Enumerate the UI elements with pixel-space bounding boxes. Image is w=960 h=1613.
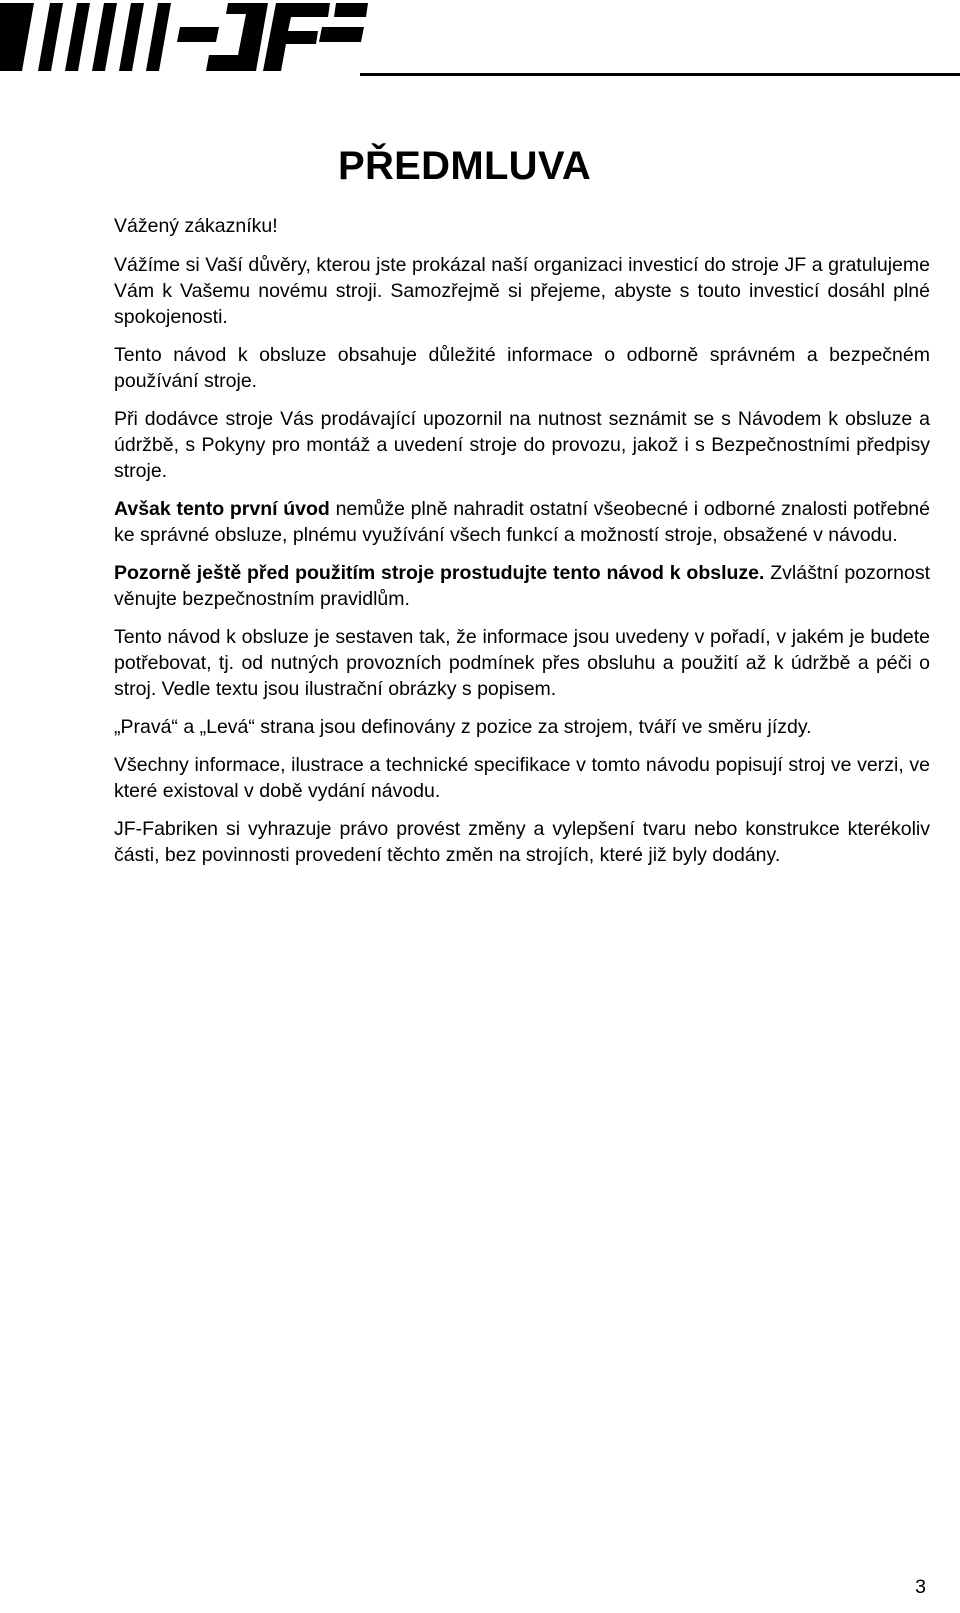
paragraph-5-emphasis: Pozorně ještě před použitím stroje prostudujte tento návod k obsluze.	[114, 562, 765, 584]
paragraph-1: Vážíme si Vaší důvěry, kterou jste prokázal naší organizaci investicí do stroje JF a gratulujeme Vám k Vašemu novému stroji. Samozřejmě si přejeme, abyste s touto investicí dosáhl plné spokojenosti.	[114, 254, 930, 328]
paragraph-9: JF-Fabriken si vyhrazuje právo provést změny a vylepšení tvaru nebo konstrukce kterékoliv části, bez povinnosti provedení těchto změn na strojích, které již byly dodány.	[114, 818, 930, 866]
header-rule	[360, 73, 960, 76]
page-number: 3	[915, 1576, 926, 1598]
greeting: Vážený zákazníku!	[114, 215, 278, 237]
paragraph-3: Při dodávce stroje Vás prodávající upozornil na nutnost seznámit se s Návodem k obsluze a údržbě, s Pokyny pro montáž a uvedení stroje do provozu, jakož i s Bezpečnostními předpisy stroje.	[114, 408, 930, 482]
paragraph-4-emphasis: Avšak tento první úvod	[114, 498, 330, 520]
page-header	[0, 0, 960, 82]
paragraph-2: Tento návod k obsluze obsahuje důležité informace o odborně správném a bezpečném používání stroje.	[114, 344, 930, 392]
paragraph-8: Všechny informace, ilustrace a technické specifikace v tomto návodu popisují stroj ve verzi, ve které existoval v době vydání návodu.	[114, 754, 930, 802]
paragraph-4-text: nemůže plně nahradit ostatní všeobecné i odborné znalosti potřebné ke správné obsluze, plnému využívání všech funkcí a možností stroje, obsažené v návodu.	[114, 498, 930, 546]
paragraph-5	[114, 560, 930, 612]
jf-logo	[0, 0, 370, 74]
paragraph-4	[114, 496, 930, 548]
preface-body	[114, 252, 930, 880]
page-title: PŘEDMLUVA	[338, 144, 592, 188]
paragraph-5-text: Zvláštní pozornost věnujte bezpečnostním pravidlům.	[114, 562, 930, 610]
paragraph-7: „Pravá“ a „Levá“ strana jsou definovány z pozice za strojem, tváří ve směru jízdy.	[114, 716, 812, 738]
paragraph-6: Tento návod k obsluze je sestaven tak, že informace jsou uvedeny v pořadí, v jakém je budete potřebovat, tj. od nutných provozních podmínek přes obsluhu a použití až k údržbě a péči o stroj. Vedle textu jsou ilustrační obrázky s popisem.	[114, 626, 930, 700]
